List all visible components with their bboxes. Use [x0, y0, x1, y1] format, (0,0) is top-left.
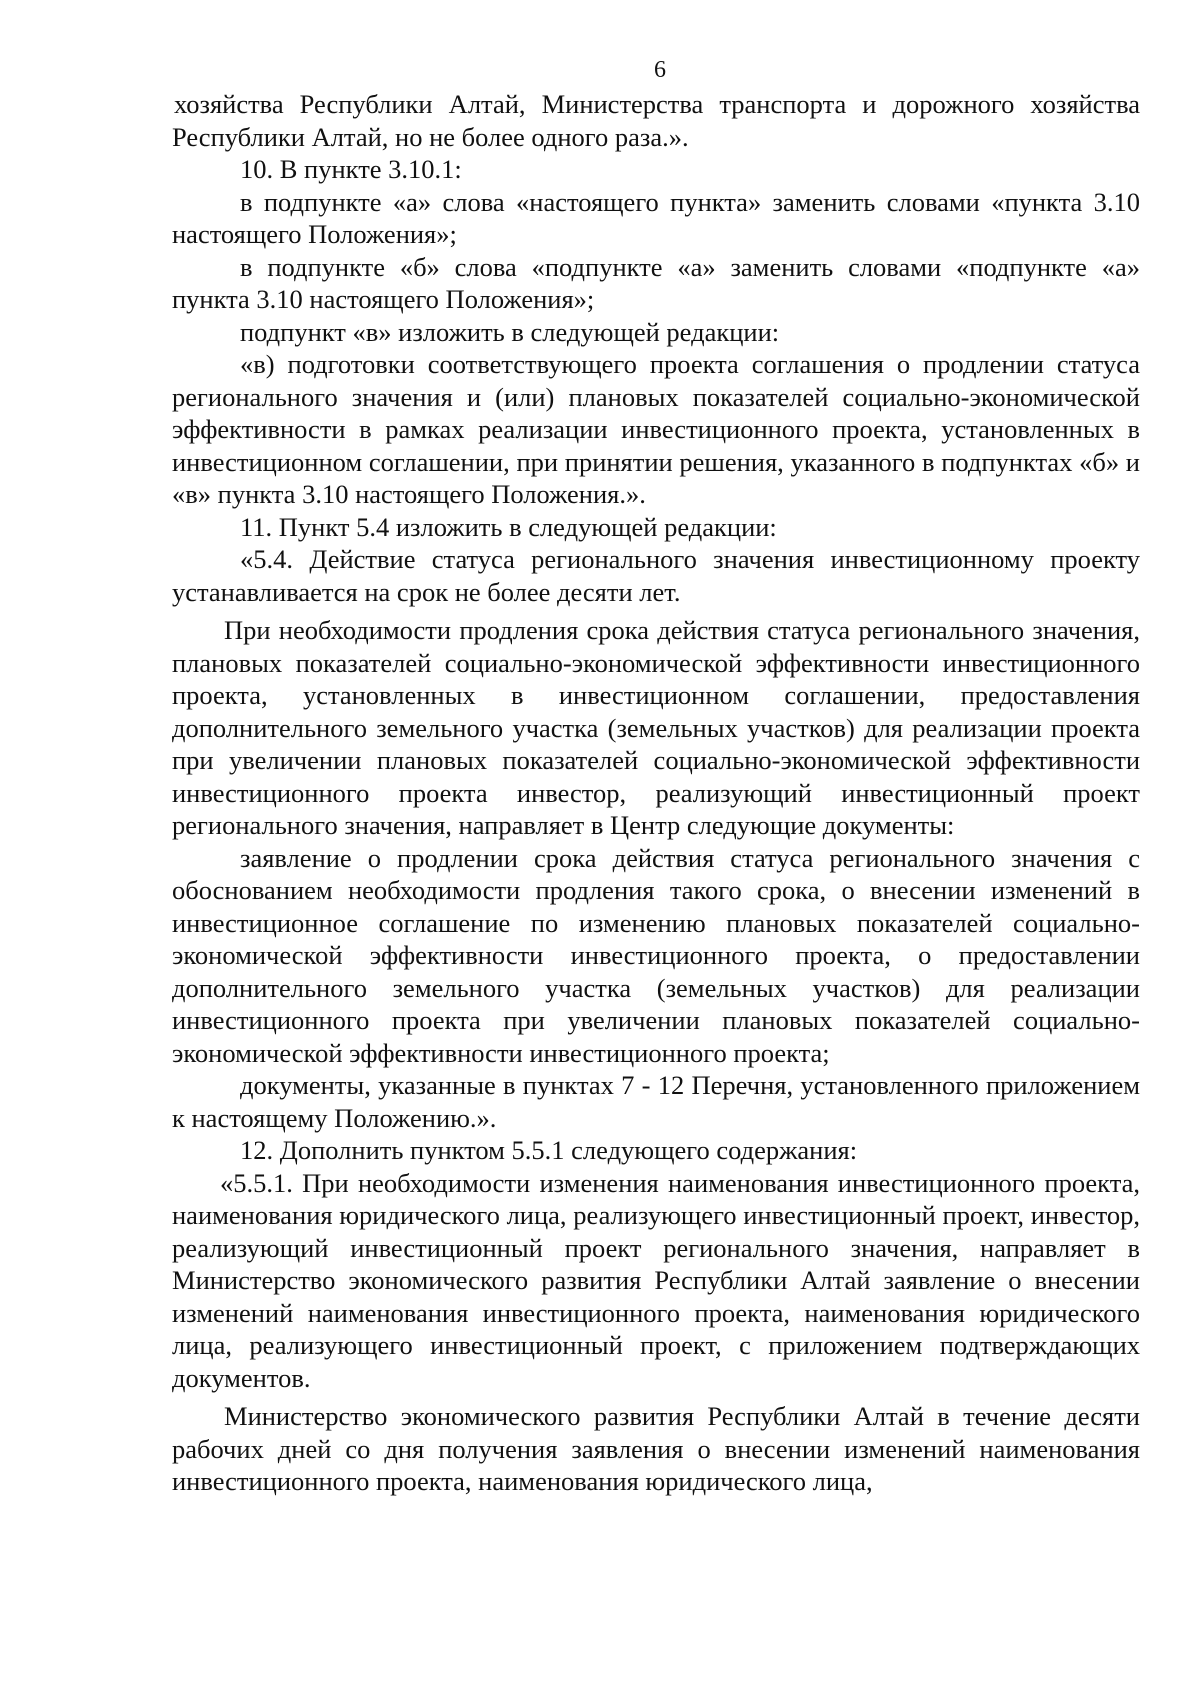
paragraph-ministry: Министерство экономического развития Республики Алтай в течение десяти рабочих дней со дня получения заявления о внесении изменений наименования инвестиционного проекта, наименования юридического лица,: [172, 1401, 1140, 1496]
paragraph-subitem-a: в подпункте «а» слова «настоящего пункта» заменить словами «пункта 3.10 настоящего Положения»;: [172, 186, 1140, 249]
paragraph-clause-5-4: «5.4. Действие статуса регионального значения инвестиционному проекту устанавливается на срок не более десяти лет.: [172, 544, 1140, 607]
paragraph-subitem-b: в подпункте «б» слова «подпункте «а» заменить словами «подпункте «а» пункта 3.10 настоящего Положения»;: [172, 251, 1140, 314]
paragraph-subitem-v-text: «в) подготовки соответствующего проекта соглашения о продлении статуса регионального значения и (или) плановых показателей социально-экономической эффективности в рамках реализации инвестиционного проекта, установленных в инвестиционном соглашении, при принятии решения, указанного в подпунктах «б» и «в» пункта 3.10 настоящего Положения.».: [172, 349, 1140, 509]
paragraph-item-10: 10. В пункте 3.10.1:: [240, 154, 462, 184]
paragraph-subitem-v-intro: подпункт «в» изложить в следующей редакции:: [240, 316, 780, 347]
paragraph-item-12: 12. Дополнить пунктом 5.5.1 следующего содержания:: [240, 1135, 858, 1165]
paragraph-item-11: 11. Пункт 5.4 изложить в следующей редакции:: [240, 511, 777, 542]
paragraph-application: заявление о продлении срока действия статуса регионального значения с обоснованием необходимости продления такого срока, о внесении изменений в инвестиционное соглашение по изменению плановых показателей социально-экономической эффективности инвестиционного проекта, о предоставлении дополнительного земельного участка (земельных участков) для реализации инвестиционного проекта при увеличении плановых показателей социально-экономической эффективности инвестиционного проекта;: [172, 842, 1140, 1068]
paragraph-continuation: хозяйства Республики Алтай, Министерства транспорта и дорожного хозяйства Республики Алтай, но не более одного раза.».: [172, 89, 1140, 152]
document-body: [172, 88, 1140, 1498]
page-number: 6: [654, 57, 666, 83]
paragraph-clause-5-5-1: «5.5.1. При необходимости изменения наименования инвестиционного проекта, наименования юридического лица, реализующего инвестиционный проект, инвестор, реализующий инвестиционный проект регионального значения, направляет в Министерство экономического развития Республики Алтай заявление о внесении изменений наименования инвестиционного проекта, наименования юридического лица, реализующего инвестиционный проект, с приложением подтверждающих документов.: [172, 1167, 1140, 1393]
paragraph-documents: документы, указанные в пунктах 7 - 12 Перечня, установленного приложением к настоящему Положению.».: [172, 1070, 1140, 1133]
paragraph-clause-5-4-extension: При необходимости продления срока действия статуса регионального значения, плановых показателей социально-экономической эффективности инвестиционного проекта, установленных в инвестиционном соглашении, предоставления дополнительного земельного участка (земельных участков) для реализации проекта при увеличении плановых показателей социально-экономической эффективности инвестиционного проекта инвестор, реализующий инвестиционный проект регионального значения, направляет в Центр следующие документы:: [172, 615, 1140, 840]
